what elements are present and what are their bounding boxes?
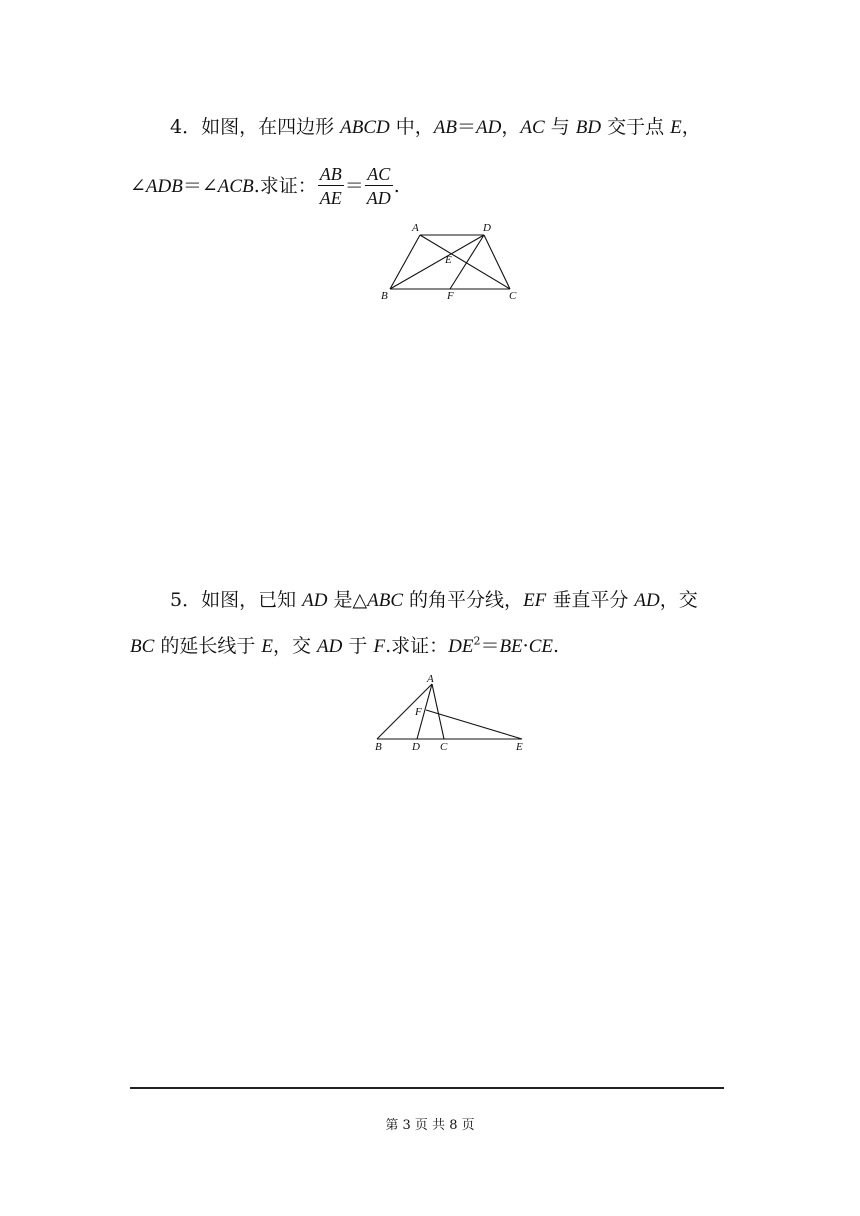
problem5-ad: AD bbox=[302, 590, 328, 611]
superscript-2: 2 bbox=[473, 634, 481, 648]
problem5-ce: CE bbox=[528, 636, 553, 657]
problem4-text: 如图，在四边形 bbox=[201, 116, 341, 138]
label-e: E bbox=[445, 254, 452, 266]
problem4-text: ， bbox=[681, 116, 701, 138]
angle-symbol: ∠ bbox=[130, 174, 146, 197]
problem5-text: 于 bbox=[342, 635, 374, 657]
label-d: D bbox=[412, 741, 420, 753]
problem4-line1 bbox=[170, 118, 701, 137]
problem5-end: . bbox=[553, 635, 560, 657]
problem5-eq: ＝ bbox=[480, 635, 500, 657]
label-c: C bbox=[440, 741, 448, 753]
problem5-ad: AD bbox=[634, 590, 660, 611]
problem4-e: E bbox=[670, 117, 682, 138]
fraction-numerator: AB bbox=[319, 164, 342, 184]
problem5-ef: EF bbox=[523, 590, 547, 611]
problem5-de: DE bbox=[448, 636, 474, 657]
label-b: B bbox=[375, 741, 382, 753]
problem4-ac: AC bbox=[520, 117, 545, 138]
problem4-ad: AD bbox=[476, 117, 502, 138]
problem5-line1 bbox=[170, 591, 698, 610]
segment-ac bbox=[432, 684, 444, 739]
problem5-text: 如图，已知 bbox=[201, 589, 303, 611]
fraction-ab-ae bbox=[318, 165, 344, 207]
problem4-text: 交于点 bbox=[601, 116, 671, 138]
problem5-e: E bbox=[261, 636, 273, 657]
angle-symbol: ∠ bbox=[201, 174, 218, 197]
page-number: 第 3 页 共 8 页 bbox=[385, 1118, 475, 1133]
fraction-denominator: AD bbox=[366, 188, 391, 208]
problem5-bc: BC bbox=[130, 636, 155, 657]
problem5-text: .求证： bbox=[385, 635, 449, 657]
problem4-eq: ＝ bbox=[457, 116, 477, 138]
problem5-figure bbox=[370, 672, 540, 757]
segment-df bbox=[450, 235, 484, 289]
problem5-abc: ABC bbox=[367, 590, 404, 611]
label-a: A bbox=[427, 673, 434, 685]
problem4-figure bbox=[378, 220, 528, 305]
label-b: B bbox=[381, 290, 388, 302]
fraction-ac-ad bbox=[365, 165, 393, 207]
problem4-number: 4． bbox=[170, 116, 202, 138]
segment-bd bbox=[390, 235, 484, 289]
problem5-text: 的延长线于 bbox=[154, 635, 262, 657]
problem5-ad: AD bbox=[317, 636, 343, 657]
label-e: E bbox=[516, 741, 523, 753]
problem4-line2 bbox=[130, 163, 400, 209]
problem4-eq: ＝ bbox=[182, 174, 202, 197]
problem4-comma: ， bbox=[501, 116, 521, 138]
problem5-text: 垂直平分 bbox=[546, 589, 635, 611]
problem5-text: ，交 bbox=[659, 589, 698, 611]
problem5-line2 bbox=[130, 634, 560, 657]
problem5-text: ，交 bbox=[272, 635, 318, 657]
problem5-text: 的角平分线， bbox=[403, 589, 524, 611]
problem5-number: 5． bbox=[170, 589, 202, 611]
label-f: F bbox=[447, 290, 454, 302]
problem4-adb: ADB bbox=[145, 175, 183, 197]
label-c: C bbox=[509, 290, 517, 302]
problem4-text: 与 bbox=[544, 116, 576, 138]
problem5-be: BE bbox=[499, 636, 523, 657]
problem4-ab: AB bbox=[433, 117, 458, 138]
problem4-quad: ABCD bbox=[340, 117, 390, 138]
footer-divider bbox=[130, 1087, 724, 1089]
problem5-f: F bbox=[373, 636, 386, 657]
segment-ab bbox=[377, 684, 432, 739]
problem4-acb: ACB bbox=[217, 175, 254, 197]
fraction-numerator: AC bbox=[367, 164, 391, 184]
problem4-text: .求证： bbox=[253, 174, 317, 197]
problem5-text: 是△ bbox=[327, 589, 368, 611]
problem4-end: . bbox=[393, 174, 400, 197]
label-d: D bbox=[483, 222, 491, 234]
problem4-bd: BD bbox=[575, 117, 602, 138]
label-a: A bbox=[412, 222, 419, 234]
fraction-denominator: AE bbox=[319, 188, 342, 208]
problem4-eq: ＝ bbox=[344, 174, 364, 197]
label-f: F bbox=[415, 706, 422, 718]
problem4-text: 中， bbox=[389, 116, 434, 138]
problem5-dot: · bbox=[522, 635, 529, 657]
